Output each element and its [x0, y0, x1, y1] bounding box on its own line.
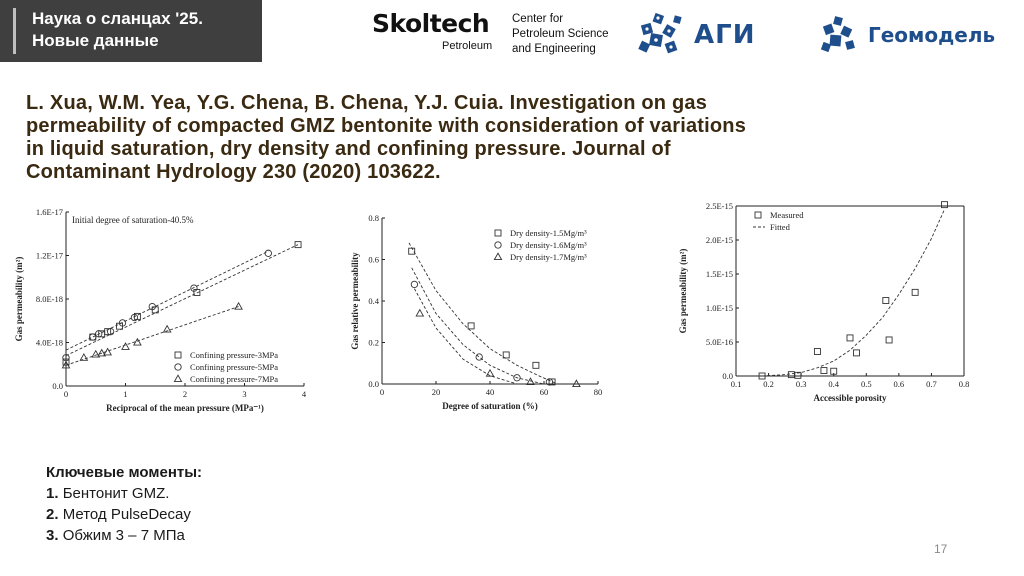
key-point-1-number: 1.	[46, 485, 59, 502]
series-2-point	[416, 310, 423, 316]
page-number: 17	[934, 542, 948, 556]
key-point-2-text: Метод PulseDecay	[62, 506, 191, 523]
legend-0-swatch	[495, 230, 501, 236]
series-0-point	[912, 289, 918, 295]
series-2-fit-line	[414, 289, 517, 384]
legend-0-label: Measured	[770, 210, 804, 220]
series-2-point	[80, 354, 87, 360]
series-0-point	[883, 298, 889, 304]
series-0-point	[788, 372, 794, 378]
key-point-3-number: 3.	[46, 527, 59, 544]
y-tick-label: 8.0E-18	[35, 294, 63, 304]
legend-1-label: Dry density-1.6Mg/m³	[510, 240, 587, 250]
legend-1-swatch	[495, 242, 501, 248]
y-tick-label: 1.2E-17	[35, 250, 63, 261]
series-0-point	[409, 248, 415, 254]
legend-0-label: Dry density-1.5Mg/m³	[510, 228, 587, 238]
y-axis-label: Gas permeability (m²)	[678, 248, 688, 334]
chart-permeability-vs-porosity	[672, 198, 982, 418]
skoltech-logo	[372, 9, 609, 55]
x-tick-label: 0.2	[763, 379, 774, 389]
x-tick-label: 80	[593, 387, 603, 397]
legend-2-label: Dry density-1.7Mg/m³	[510, 252, 587, 262]
series-1-point	[411, 281, 417, 287]
y-tick-label: 0.0	[368, 379, 379, 389]
series-0-point	[295, 242, 301, 248]
skoltech-sub: Petroleum	[442, 40, 493, 52]
y-tick-label: 2.0E-15	[705, 235, 733, 245]
skoltech-name: Skoltech	[372, 9, 490, 38]
citation-line-2: permeability of compacted GMZ bentonite with consideration of variations	[26, 115, 747, 137]
series-0-fit-line	[409, 243, 558, 384]
y-tick-label: 0.6	[368, 254, 379, 265]
series-1-point	[265, 250, 271, 256]
skoltech-center-text	[512, 12, 632, 57]
y-tick-label: 0.4	[368, 296, 379, 306]
figure-relative-permeability	[340, 208, 620, 423]
key-point-1-text: Бентонит GMZ.	[62, 485, 170, 502]
series-1-fit-line	[412, 268, 544, 384]
skoltech-center-line-1: Center for	[512, 13, 564, 25]
series-0-point	[886, 337, 892, 343]
chart-relative-permeability	[340, 208, 620, 418]
x-tick-label: 0.8	[958, 379, 970, 389]
skoltech-center-line-3: and Engineering	[512, 43, 596, 55]
citation-line-4: Contaminant Hydrology 230 (2020) 103622.	[26, 161, 441, 183]
series-2-point	[573, 380, 580, 386]
x-axis-label: Degree of saturation (%)	[442, 401, 538, 411]
x-tick-label: 60	[539, 387, 549, 397]
key-point-1	[46, 483, 202, 504]
legend-1-swatch	[175, 364, 181, 370]
legend-0-swatch	[175, 352, 181, 358]
x-tick-label: 3	[242, 389, 247, 399]
key-point-2	[46, 504, 202, 525]
series-1-point	[476, 354, 482, 360]
x-tick-label: 0	[379, 387, 385, 397]
y-tick-label: 0.2	[368, 337, 379, 348]
legend-1-label: Fitted	[770, 222, 790, 232]
y-tick-label: 5.0E-16	[705, 337, 733, 347]
x-tick-label: 0	[63, 389, 69, 399]
key-point-3	[46, 525, 202, 546]
paper-citation	[26, 92, 946, 184]
y-tick-label: 0.0	[722, 371, 733, 381]
key-points	[46, 462, 202, 546]
y-axis-label: Gas relative permeability	[350, 252, 360, 350]
series-0-point	[533, 362, 539, 368]
skoltech-center-line-2: Petroleum Science	[512, 28, 609, 40]
y-tick-label: 1.5E-15	[705, 269, 733, 279]
legend-2-swatch	[494, 253, 501, 259]
geomodel-name: Геомодель	[868, 23, 996, 47]
citation-line-1: L. Xua, W.M. Yea, Y.G. Chena, B. Chena, Y.J. Cuia. Investigation on gas	[26, 92, 708, 114]
x-axis-label: Accessible porosity	[813, 393, 887, 403]
badge-accent-bar	[13, 8, 16, 54]
legend-0-swatch	[755, 212, 761, 218]
series-0-fit-line	[66, 245, 298, 356]
key-points-title: Ключевые моменты:	[46, 464, 203, 481]
geomodel-logo	[820, 15, 1020, 55]
x-tick-label: 4	[301, 389, 307, 399]
legend-0-label: Confining pressure-3MPa	[190, 350, 279, 360]
badge-line-2: Новые данные	[32, 31, 159, 50]
agi-emblem-icon	[636, 12, 688, 58]
series-0-point	[814, 349, 820, 355]
y-tick-label: 0.8	[368, 213, 379, 223]
figure-permeability-vs-pressure	[0, 198, 320, 443]
chart-permeability-vs-pressure	[0, 198, 320, 438]
legend-2-swatch	[174, 375, 181, 381]
y-tick-label: 1.6E-17	[35, 207, 63, 217]
y-tick-label: 0.0	[52, 381, 63, 391]
y-tick-label: 1.0E-15	[705, 303, 733, 313]
presentation-title-badge	[0, 0, 262, 62]
agi-name: АГИ	[694, 20, 756, 50]
x-tick-label: 0.6	[893, 379, 905, 389]
x-tick-label: 2	[182, 389, 188, 399]
series-0-point	[941, 202, 947, 208]
badge-line-1: Наука о сланцах '25.	[32, 9, 203, 28]
x-tick-label: 1	[123, 389, 128, 399]
figure-permeability-vs-porosity	[672, 198, 982, 423]
x-axis-label: Reciprocal of the mean pressure (MPa⁻¹)	[106, 403, 264, 413]
citation-line-3: in liquid saturation, dry density and confining pressure. Journal of	[26, 138, 671, 160]
agi-logo	[636, 12, 786, 58]
series-0-point	[468, 323, 474, 329]
x-tick-label: 20	[431, 387, 441, 397]
x-tick-label: 0.1	[730, 379, 742, 389]
series-2-point	[235, 303, 242, 309]
geomodel-emblem-icon	[820, 15, 860, 55]
x-tick-label: 40	[485, 387, 495, 397]
key-point-3-text: Обжим 3 – 7 МПа	[62, 527, 185, 544]
badge-text	[32, 8, 203, 52]
series-0-point	[847, 335, 853, 341]
x-tick-label: 0.3	[795, 379, 807, 389]
x-tick-label: 0.5	[860, 379, 872, 389]
series-1-point	[90, 334, 96, 340]
x-tick-label: 0.4	[828, 379, 840, 389]
y-tick-label: 4.0E-18	[35, 337, 63, 348]
chart-title: Initial degree of saturation-40.5%	[72, 215, 194, 225]
series-0-point	[821, 368, 827, 374]
legend-2-label: Confining pressure-7MPa	[190, 374, 279, 384]
key-point-2-number: 2.	[46, 506, 59, 523]
y-axis-label: Gas permeability (m²)	[14, 256, 24, 342]
legend-1-label: Confining pressure-5MPa	[190, 362, 279, 372]
series-0-point	[854, 350, 860, 356]
x-tick-label: 0.7	[926, 379, 937, 389]
y-tick-label: 2.5E-15	[705, 201, 733, 211]
